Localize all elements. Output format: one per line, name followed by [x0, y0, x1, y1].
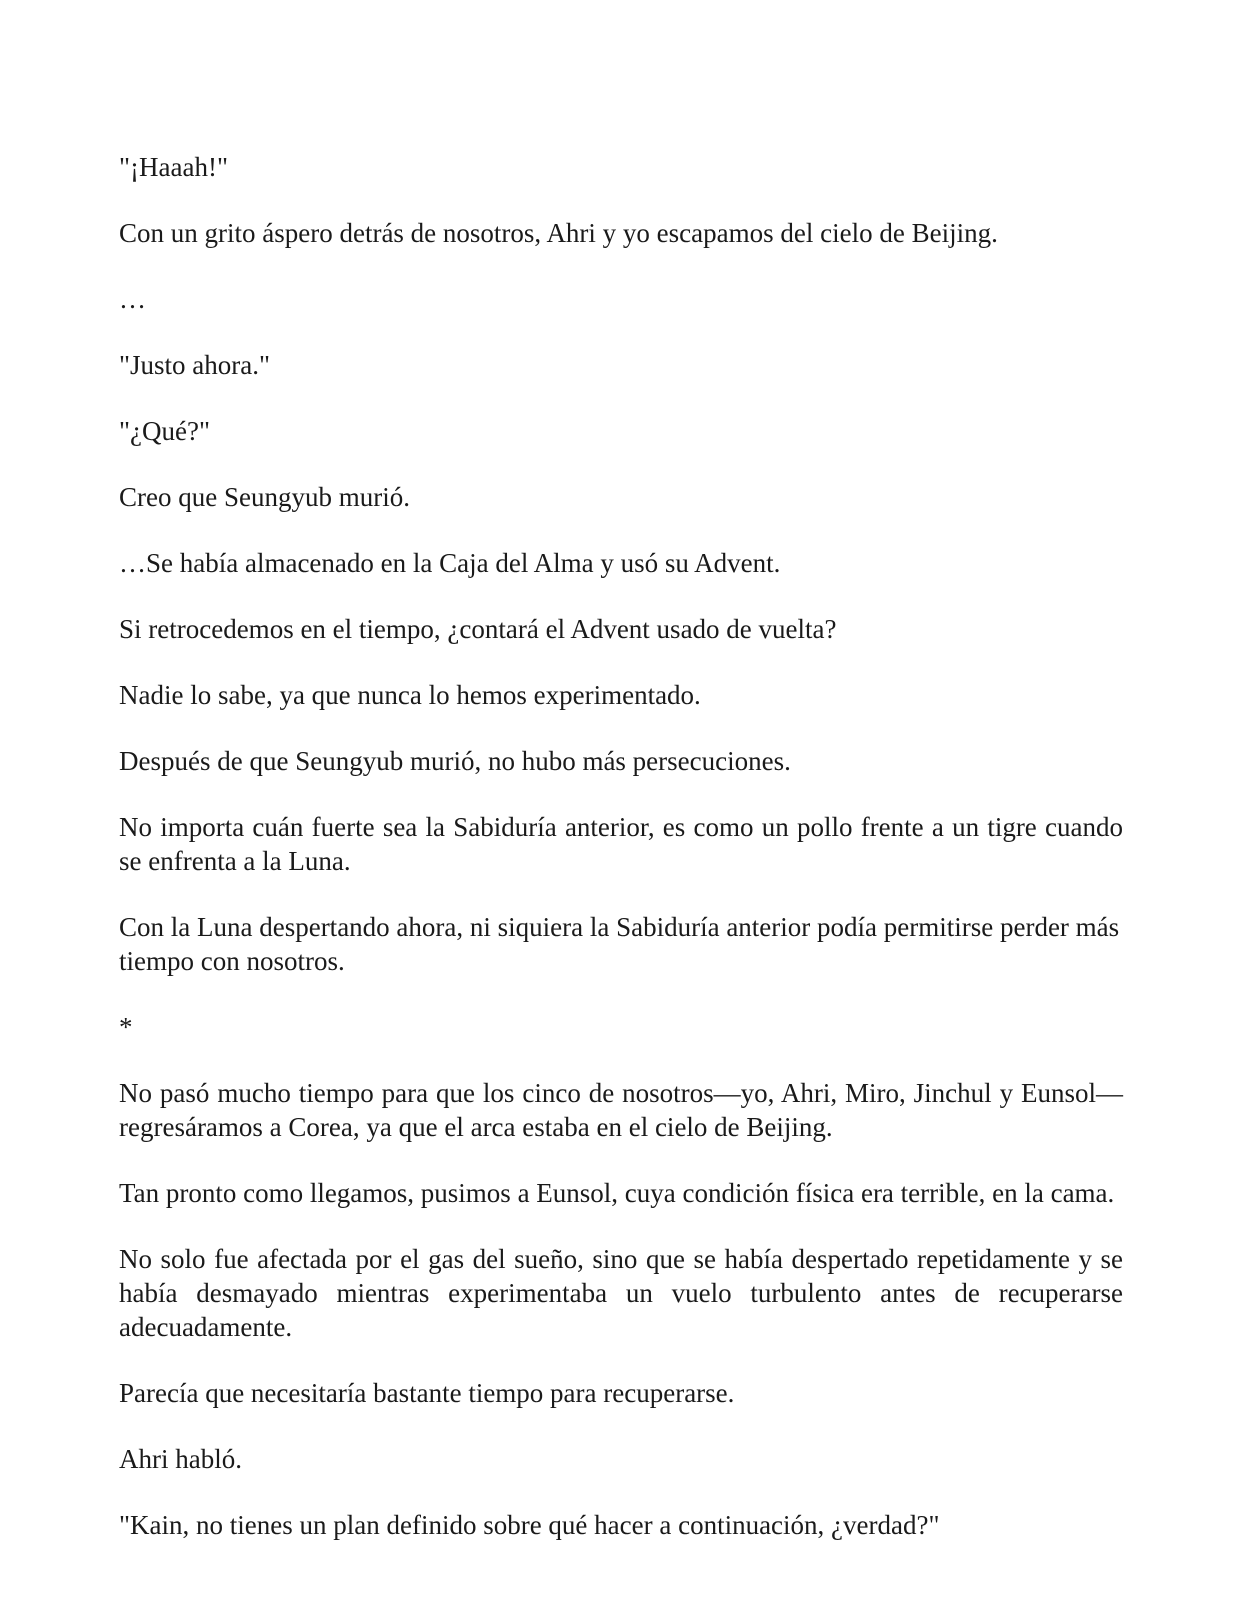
section-separator: *	[119, 1012, 133, 1042]
paragraph: "¿Qué?"	[119, 416, 210, 446]
paragraph: No importa cuán fuerte sea la Sabiduría anterior, es como un pollo frente a un tigre cuando se enfrenta a la Luna.	[119, 812, 1123, 876]
paragraph: "Justo ahora."	[119, 350, 271, 380]
paragraph: No pasó mucho tiempo para que los cinco de nosotros—yo, Ahri, Miro, Jinchul y Eunsol—regresáramos a Corea, ya que el arca estaba en el cielo de Beijing.	[119, 1078, 1123, 1142]
paragraph: Tan pronto como llegamos, pusimos a Eunsol, cuya condición física era terrible, en la cama.	[119, 1178, 1115, 1208]
paragraph: Después de que Seungyub murió, no hubo más persecuciones.	[119, 746, 791, 776]
paragraph: Creo que Seungyub murió.	[119, 482, 410, 512]
paragraph: …Se había almacenado en la Caja del Alma y usó su Advent.	[119, 548, 781, 578]
paragraph: Con un grito áspero detrás de nosotros, Ahri y yo escapamos del cielo de Beijing.	[119, 218, 998, 248]
paragraph: "Kain, no tienes un plan definido sobre qué hacer a continuación, ¿verdad?"	[119, 1510, 940, 1540]
paragraph: Con la Luna despertando ahora, ni siquiera la Sabiduría anterior podía permitirse perder más tiempo con nosotros.	[119, 912, 1120, 976]
paragraph: Parecía que necesitaría bastante tiempo para recuperarse.	[119, 1378, 735, 1408]
paragraph: Si retrocedemos en el tiempo, ¿contará el Advent usado de vuelta?	[119, 614, 837, 644]
document-body	[119, 150, 1123, 1574]
paragraph: Ahri habló.	[119, 1444, 242, 1474]
paragraph: No solo fue afectada por el gas del sueño, sino que se había despertado repetidamente y se había desmayado mientras experimentaba un vuelo turbulento antes de recuperarse adecuadamente.	[119, 1244, 1123, 1342]
paragraph: Nadie lo sabe, ya que nunca lo hemos experimentado.	[119, 680, 701, 710]
paragraph: "¡Haaah!"	[119, 152, 228, 182]
paragraph: …	[119, 284, 146, 314]
